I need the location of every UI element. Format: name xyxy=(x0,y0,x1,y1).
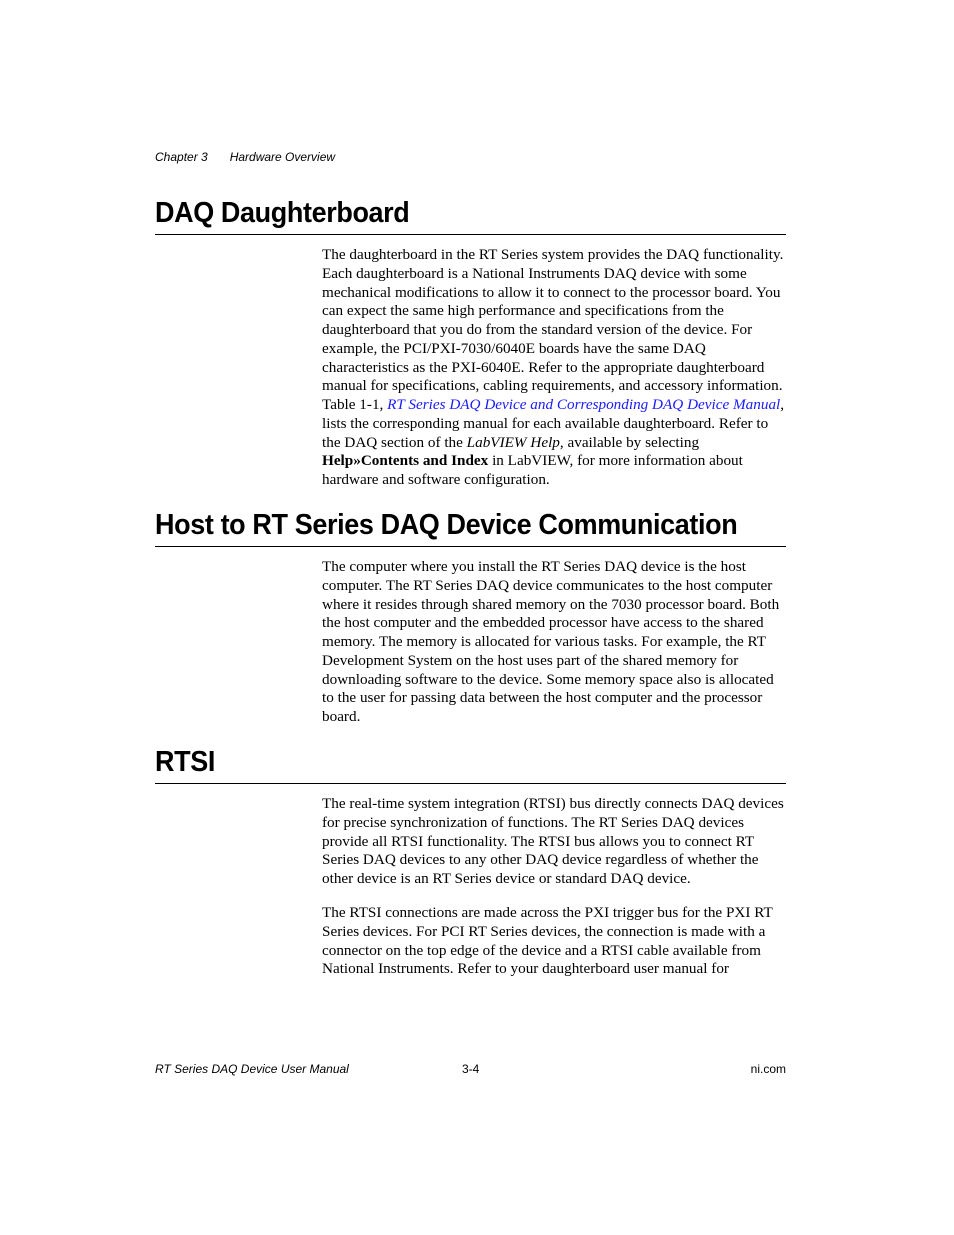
menu-path: Help»Contents and Index xyxy=(322,452,489,470)
paragraph-daughterboard xyxy=(322,246,787,490)
heading-rule xyxy=(155,234,786,235)
running-header xyxy=(155,150,335,164)
paragraph-rtsi-1: The real-time system integration (RTSI) bus directly connects DAQ devices for precise synchronization of functions. The RT Series DAQ devices provide all RTSI functionality. The RTSI bus allows you to connect RT Series DAQ devices to any other DAQ device regardless of whether the other device is an RT Series device or standard DAQ device. xyxy=(322,795,784,887)
footer-website: ni.com xyxy=(750,1062,786,1076)
heading-rule xyxy=(155,546,786,547)
labview-help-title: LabVIEW Help xyxy=(466,433,560,451)
heading-host-communication: Host to RT Series DAQ Device Communication xyxy=(155,509,738,541)
paragraph-text: , lists the corresponding manual for each available daughterboard. Refer to the DAQ section of the xyxy=(322,396,785,451)
heading-rtsi: RTSI xyxy=(155,746,215,778)
heading-rule xyxy=(155,783,786,784)
footer-manual-title: RT Series DAQ Device User Manual xyxy=(155,1062,349,1076)
paragraph-rtsi-2: The RTSI connections are made across the PXI trigger bus for the PXI RT Series devices. For PCI RT Series devices, the connection is made with a connector on the top edge of the device and a RTSI cable available from National Instruments. Refer to your daughterboard user manual for xyxy=(322,904,773,978)
chapter-label: Chapter 3 xyxy=(155,150,208,164)
footer-page-number: 3-4 xyxy=(462,1062,480,1076)
paragraph-text: The daughterboard in the RT Series system provides the DAQ functionality. Each daughterboard is a National Instruments DAQ device with some mechanical modifications to allow it to connect to the processor board. You can expect the same high performance and specifications from the daughterboard that you do from the standard version of the device. For example, the PCI/PXI-7030/6040E boards have the same DAQ characteristics as the PXI-6040E. Refer to the appropriate daughterboard manual for specifications, cabling requirements, and accessory information. Table 1-1, xyxy=(322,246,784,413)
table-reference-link[interactable]: RT Series DAQ Device and Corresponding DAQ Device Manual xyxy=(387,396,781,413)
paragraph-text: , available by selecting xyxy=(559,433,700,451)
paragraph-host-communication: The computer where you install the RT Series DAQ device is the host computer. The RT Series DAQ device communicates to the host computer where it resides through shared memory on the 7030 processor board. Both the host computer and the embedded processor have access to the shared memory. The memory is allocated for various tasks. For example, the RT Development System on the host uses part of the shared memory for downloading software to the device. Some memory space also is allocated to the user for passing data between the host computer and the processor board. xyxy=(322,558,780,725)
paragraph-text: in LabVIEW, for more information about hardware and software configuration. xyxy=(322,452,743,488)
section-label: Hardware Overview xyxy=(229,150,336,164)
heading-daq-daughterboard: DAQ Daughterboard xyxy=(155,197,410,229)
